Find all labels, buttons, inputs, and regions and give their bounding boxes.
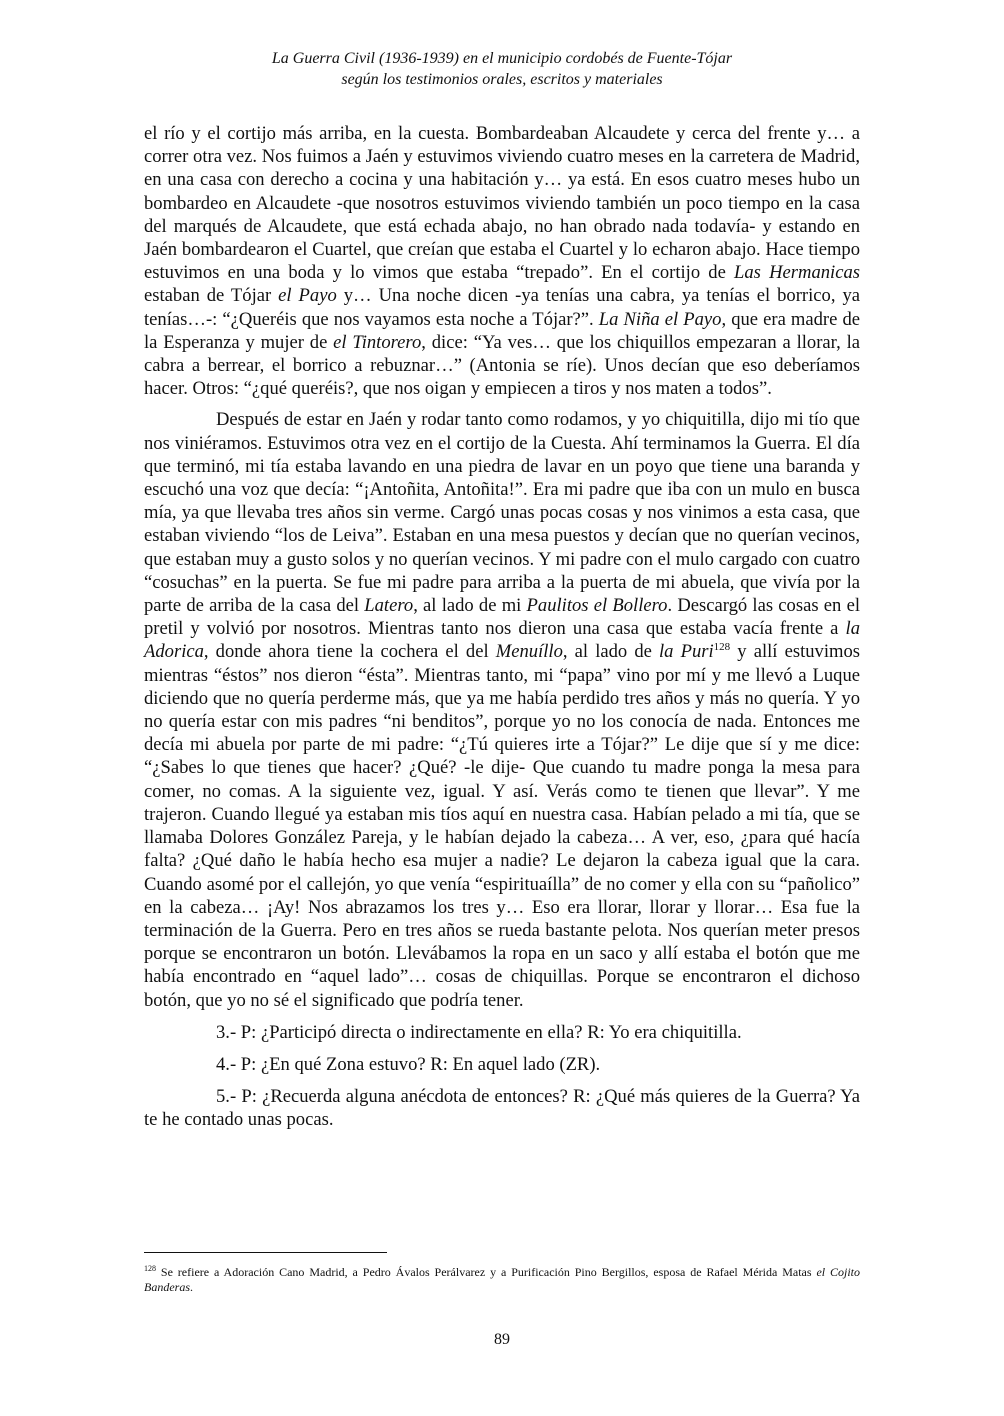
body-paragraph-1 [144, 122, 860, 400]
question-3: 3.- P: ¿Participó directa o indirectamente en ella? R: Yo era chiquitilla. [216, 1021, 742, 1043]
text-run: , dice: “Ya ves… que los chiquillos empezaran a llorar, la cabra a berrear, el borrico a rebuznar…” (Antonia se ríe). Unos decían que eso deberíamos hacer. Otros: “¿qué queréis?, que nos oigan y empiecen a tiros y nos maten a todos”. [144, 331, 860, 400]
footnote [144, 1265, 860, 1295]
italic-name: el Payo [278, 285, 337, 307]
italic-name: la Puri [659, 641, 714, 663]
italic-name: La Niña el Payo [598, 308, 722, 330]
page-number: 89 [494, 1331, 510, 1348]
italic-name: Paulitos el Bollero [526, 595, 668, 617]
footnote-end: . [190, 1280, 193, 1294]
text-run: , donde ahora tiene la cochera el del [203, 641, 496, 663]
italic-name: el Tintorero [333, 331, 422, 353]
header-subtitle-line: según los testimonios orales, escritos y materiales [341, 71, 663, 88]
text-run: y… Una noche dicen -ya tenías una cabra, ya tenías el borrico, ya tenías…-: “¿Queréis que nos vayamos esta noche a Tójar?”. [144, 285, 861, 330]
italic-name: Las Hermanicas [734, 262, 860, 284]
text-run: estaban de Tójar [144, 285, 279, 307]
header-title-line: La Guerra Civil (1936-1939) en el municipio cordobés de Fuente-Tójar [271, 50, 733, 67]
italic-name: la Adorica [144, 618, 860, 663]
text-run: , que era madre de la Esperanza y mujer de [144, 308, 860, 353]
text-run: el río y el cortijo más arriba, en la cuesta. Bombardeaban Alcaudete y cerca del frente y… a correr otra vez. Nos fuimos a Jaén y estuvimos viviendo cuatro meses en la carretera de Madrid, en una casa con derecho a cocina y una habitación y… ya está. En esos cuatro meses hubo un bombardeo en Alcaudete -que nosotros estuvimos viviendo también un poco tiempo en la casa del marqués de Alcaudete, que está echada abajo, no han obrado nada todavía- y estando en Jaén bombardearon el Cuartel, que creían que estaba el Cuartel y lo echaron abajo. Hace tiempo estuvimos en una boda y lo vimos que estaba “trepado”. En el cortijo de [144, 123, 860, 284]
text-run: . Descargó las cosas en el pretil y volvió por nosotros. Mientras tanto nos dieron una casa que estaba vacía frente a [144, 595, 860, 640]
italic-name: Menuíllo [495, 641, 563, 663]
footnote-italic-name: el Cojito Banderas [144, 1265, 861, 1294]
footnote-number: 128 [144, 1264, 156, 1273]
question-4: 4.- P: ¿En qué Zona estuvo? R: En aquel lado (ZR). [216, 1053, 601, 1075]
text-run: Después de estar en Jaén y rodar tanto como rodamos, y yo chiquitilla, dijo mi tío que nos viniéramos. Estuvimos otra vez en el cortijo de la Cuesta. Ahí terminamos la Guerra. El día que terminó, mi tía estaba lavando en una piedra de lavar en un poyo que tiene una baranda y escuchó una voz que decía: “¡Antoñita, Antoñita!”. Era mi padre que iba con un mulo en busca mía, ya que llevaba tres años sin verme. Cargó unas pocas cosas y nos vinimos a esta casa, que estaban viviendo “los de Leiva”. Estaban en una mesa puestos y decían que no querían vecinos, que estaban muy a gusto solos y no querían vecinos. Y mi padre con el mulo cargado con cuatro “cosuchas” en la puerta. Se fue mi padre para arriba a la puerta de mi abuela, que vivía por la parte de arriba de la casa del [144, 409, 860, 617]
text-run: y allí estuvimos mientras “éstos” nos dieron “ésta”. Mientras tanto, mi “papa” vino por mí y me llevó a Luque diciendo que no quería perderme más, que ya me había perdido tres años y más no quería. Y yo no quería estar con mis padres “ni benditos”, porque yo no los conocía de nada. Entonces me decía mi abuela por parte de mi padre: “¿Tú quieres irte a Tójar?” Le dije que sí y me dice: “¿Sabes lo que tienes que hacer? ¿Qué? -le dije- Que cuando tu madre ponga la mesa para comer, no comas. A la siguiente vez, igual. Y así. Verás como te tienen que llevar”. Y me trajeron. Cuando llegué ya estaban mis tíos aquí en nuestra casa. Habían pelado a mi tía, que se llamaba Dolores González Pareja, y le habían dejado la cabeza… A ver, eso, ¿para qué hacía falta? ¿Qué daño le había hecho esa mujer a nadie? Le dejaron la cabeza igual que la cara. Cuando asomé por el callejón, yo que venía “espirituaílla” de no comer y ella con su “pañolico” en la cabeza… ¡Ay! Nos abrazamos los tres y… Eso era llorar, llorar y llorar… Esa fue la terminación de la Guerra. Pero en tres años se rueda bastante pelota. Nos querían meter presos porque se encontraron un botón. Llevábamos la ropa en un saco y allí estaba el botón que me había encontrado en “aquel lado”… cosas de chiquillas. Porque se encontraron el dichoso botón, que yo no sé el significado que podría tener. [144, 641, 860, 1011]
footnote-text: Se refiere a Adoración Cano Madrid, a Pedro Ávalos Perálvarez y a Purificación Pino Bergillos, esposa de Rafael Mérida Matas [156, 1265, 817, 1279]
body-text [144, 122, 860, 1132]
footnote-divider [144, 1252, 387, 1253]
text-run: , al lado de mi [413, 595, 527, 617]
italic-name: Latero [364, 595, 414, 617]
body-paragraph-2 [144, 408, 860, 1011]
running-header [0, 48, 1004, 90]
text-run: , al lado de [562, 641, 660, 663]
footnote-reference: 128 [713, 641, 731, 654]
question-5: 5.- P: ¿Recuerda alguna anécdota de entonces? R: ¿Qué más quieres de la Guerra? Ya te he contado unas pocas. [144, 1086, 860, 1131]
